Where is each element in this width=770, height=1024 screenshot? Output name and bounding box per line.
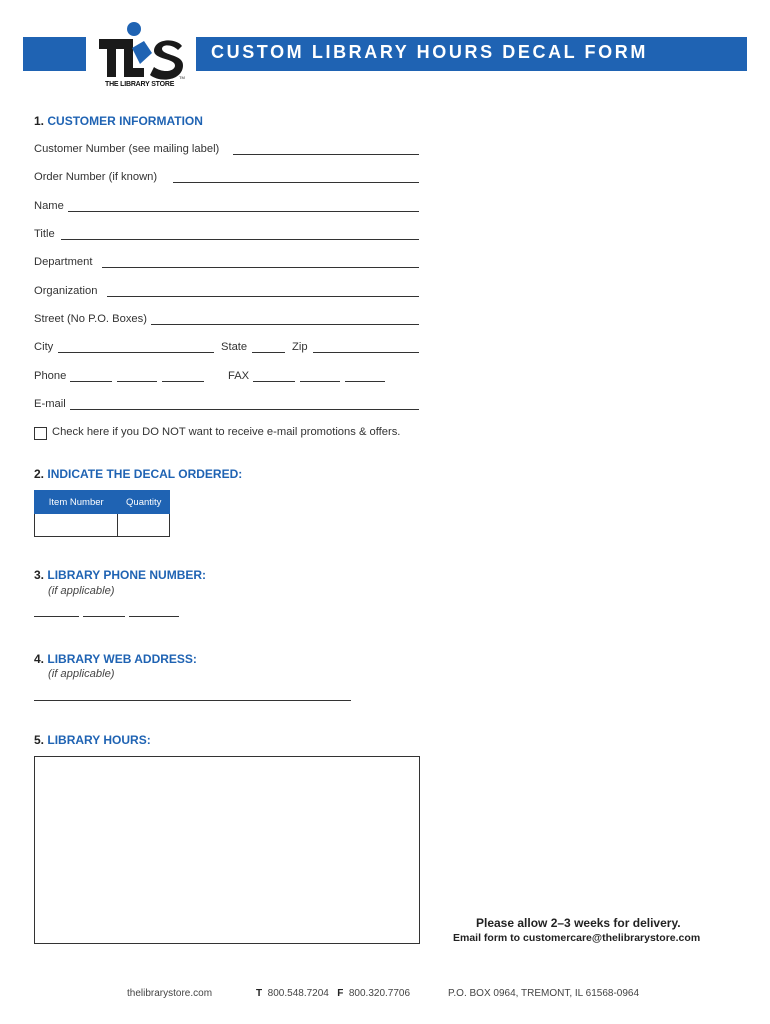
section-1-heading — [34, 114, 203, 128]
quantity-header: Quantity — [118, 491, 170, 514]
section-number: 2. — [34, 467, 45, 481]
decal-table-row — [35, 514, 170, 537]
title-field[interactable] — [61, 239, 419, 240]
delivery-note: Please allow 2–3 weeks for delivery. — [476, 916, 681, 930]
city-field[interactable] — [58, 352, 214, 353]
section-number: 1. — [34, 114, 45, 128]
organization-label: Organization — [34, 285, 98, 297]
footer-phone — [256, 988, 410, 999]
city-label: City — [34, 341, 54, 353]
section-title: LIBRARY PHONE NUMBER: — [47, 568, 207, 582]
section-3-heading — [34, 568, 206, 582]
zip-field[interactable] — [313, 352, 419, 353]
title-label: Title — [34, 228, 55, 240]
promo-optout-label: Check here if you DO NOT want to receive e-mail promotions & offers. — [52, 426, 401, 438]
department-field[interactable] — [102, 267, 419, 268]
header-band-left — [23, 37, 86, 71]
web-hint: (if applicable) — [48, 668, 115, 680]
order-number-field[interactable] — [173, 182, 419, 183]
name-label: Name — [34, 200, 64, 212]
section-2-heading — [34, 467, 242, 481]
logo-caption: THE LIBRARY STORE — [105, 81, 175, 88]
footer-phone-number: 800.548.7204 — [267, 988, 329, 999]
email-label: E-mail — [34, 398, 66, 410]
library-phone-area-field[interactable] — [34, 616, 79, 617]
customer-number-label: Customer Number (see mailing label) — [34, 143, 220, 155]
decal-table-header-row — [35, 491, 170, 514]
state-label: State — [221, 341, 248, 353]
phone-area-field[interactable] — [70, 381, 112, 382]
library-web-address-field[interactable] — [34, 700, 351, 701]
form-title: CUSTOM LIBRARY HOURS DECAL FORM — [211, 42, 648, 62]
department-label: Department — [34, 256, 93, 268]
section-4-heading — [34, 652, 197, 666]
street-label: Street (No P.O. Boxes) — [34, 313, 147, 325]
fax-prefix-field[interactable] — [300, 381, 340, 382]
fax-area-field[interactable] — [253, 381, 295, 382]
section-number: 5. — [34, 733, 45, 747]
phone-line-field[interactable] — [162, 381, 204, 382]
item-number-header: Item Number — [35, 491, 118, 514]
fax-line-field[interactable] — [345, 381, 385, 382]
library-phone-line-field[interactable] — [129, 616, 179, 617]
footer-website: thelibrarystore.com — [127, 988, 213, 999]
section-title: INDICATE THE DECAL ORDERED: — [47, 467, 243, 481]
section-title: LIBRARY WEB ADDRESS: — [47, 652, 197, 666]
email-note: Email form to customercare@thelibrarystore.com — [453, 932, 701, 944]
library-phone-prefix-field[interactable] — [83, 616, 125, 617]
phone-prefix-field[interactable] — [117, 381, 157, 382]
street-field[interactable] — [151, 324, 419, 325]
phone-hint: (if applicable) — [48, 585, 115, 597]
phone-label: Phone — [34, 370, 67, 382]
svg-text:TM: TM — [179, 75, 185, 80]
footer-phone-label: T — [256, 988, 263, 999]
footer-address: P.O. BOX 0964, TREMONT, IL 61568-0964 — [448, 988, 640, 999]
section-number: 4. — [34, 652, 45, 666]
promo-optout-checkbox[interactable] — [34, 427, 47, 440]
footer-fax-number: 800.320.7706 — [348, 988, 411, 999]
state-field[interactable] — [252, 352, 285, 353]
name-field[interactable] — [68, 211, 419, 212]
organization-field[interactable] — [107, 296, 419, 297]
item-number-cell[interactable] — [35, 514, 118, 537]
zip-label: Zip — [292, 341, 308, 353]
section-5-heading — [34, 733, 151, 747]
decal-table — [34, 490, 170, 537]
fax-label: FAX — [228, 370, 250, 382]
customer-number-field[interactable] — [233, 154, 419, 155]
order-number-label: Order Number (if known) — [34, 171, 158, 183]
library-hours-textarea[interactable] — [34, 756, 420, 944]
email-field[interactable] — [70, 409, 419, 410]
section-title: CUSTOMER INFORMATION — [47, 114, 203, 128]
section-number: 3. — [34, 568, 45, 582]
section-title: LIBRARY HOURS: — [47, 733, 151, 747]
quantity-cell[interactable] — [118, 514, 170, 537]
footer-fax-label: F — [337, 988, 344, 999]
